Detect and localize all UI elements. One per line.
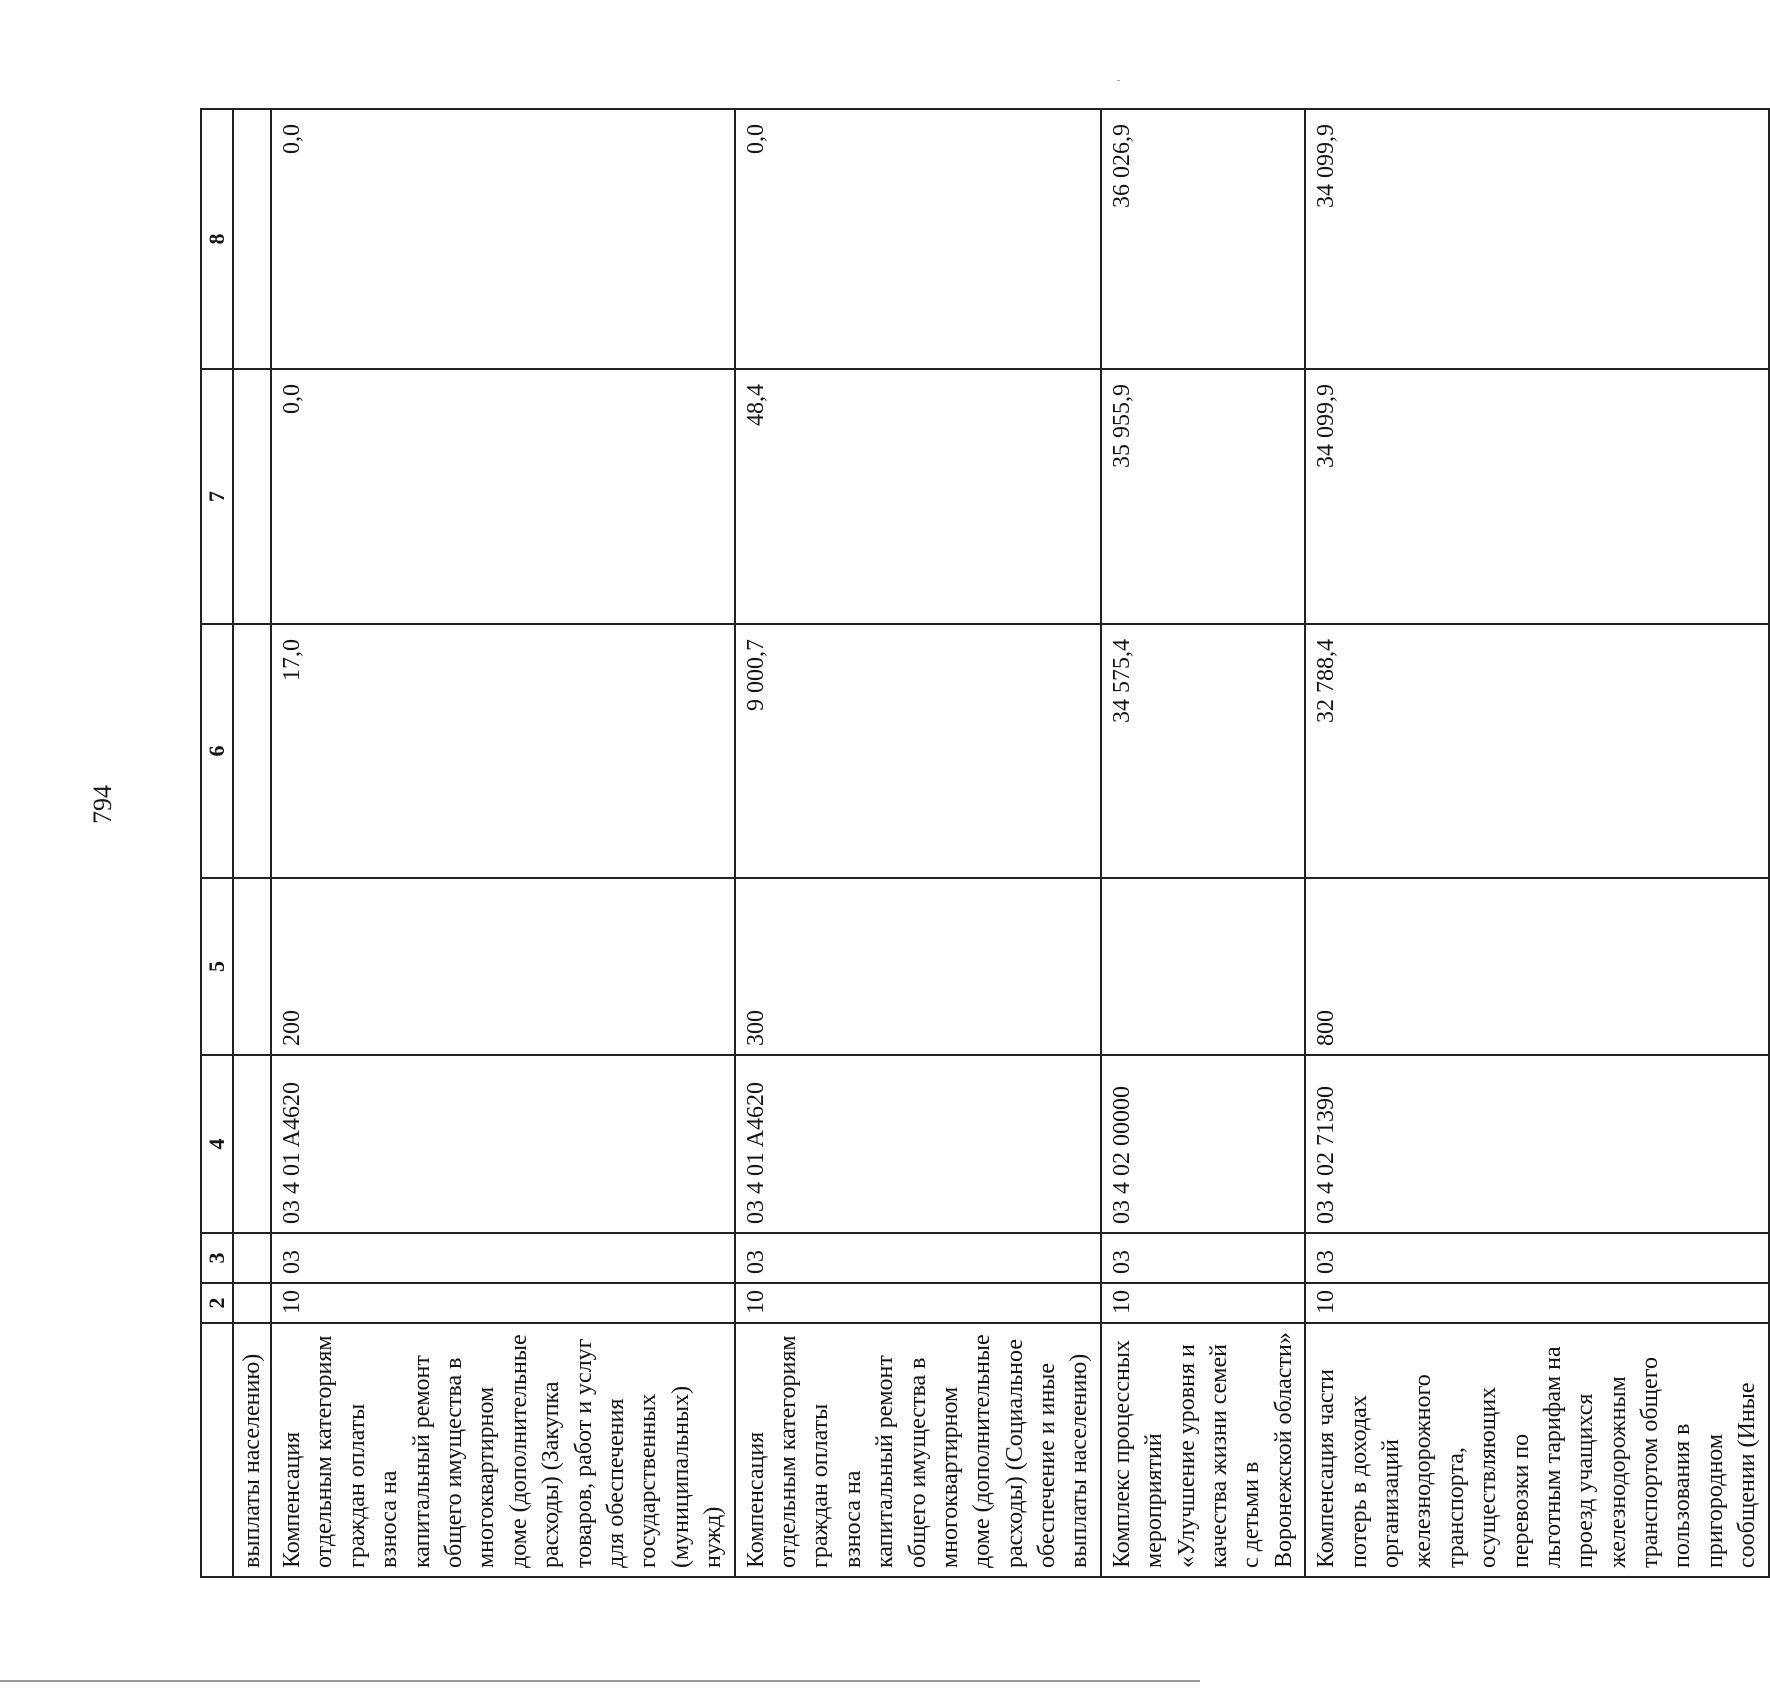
cell-amount-7: 0,0: [271, 369, 734, 624]
header-cell: 2: [201, 1283, 233, 1323]
header-cell: 6: [201, 624, 233, 878]
header-cell: 7: [201, 369, 233, 624]
continuation-text: выплаты населению): [233, 1323, 271, 1577]
cell-amount-6: 17,0: [271, 624, 734, 878]
cell-amount-7: 48,4: [735, 369, 1101, 624]
cell-amount-8: 34 099,9: [1305, 109, 1768, 369]
page-number: 794: [88, 785, 117, 824]
cell-amount-8: 0,0: [271, 109, 734, 369]
cell-subsection: 03: [735, 1233, 1101, 1283]
header-row: [201, 109, 233, 1577]
cell-section: 10: [271, 1283, 734, 1323]
cell-subsection: 03: [271, 1233, 734, 1283]
header-cell: 8: [201, 109, 233, 369]
table-row: [735, 109, 1101, 1577]
header-cell: 5: [201, 878, 233, 1055]
cell-subsection: 03: [1101, 1233, 1305, 1283]
cell-amount-6: 34 575,4: [1101, 624, 1305, 878]
budget-table-rotated: [200, 110, 1761, 1578]
budget-table: [200, 108, 1770, 1578]
table-row: [1305, 109, 1768, 1577]
row-name: Компенсация части потерь в доходах организаций железнодорожного транспорта, осуществляющих перевозки по льготным тарифам на проезд учащихся железнодорожным транспортом общего пользования в пригородном сообщении (Иные: [1305, 1323, 1768, 1577]
cell-expense-type: [1101, 878, 1305, 1055]
cell-section: 10: [735, 1283, 1101, 1323]
cell-target-code: 03 4 01 A4620: [271, 1055, 734, 1233]
cell-amount-6: 32 788,4: [1305, 624, 1768, 878]
cell-expense-type: 200: [271, 878, 734, 1055]
header-cell: [201, 1323, 233, 1577]
cell-section: 10: [1101, 1283, 1305, 1323]
table-row: [271, 109, 734, 1577]
cell-target-code: 03 4 02 00000: [1101, 1055, 1305, 1233]
row-name: Компенсация отдельным категориям граждан оплаты взноса на капитальный ремонт общего имущества в многоквартирном доме (дополнительные расходы) (Закупка товаров, работ и услуг для обеспечения государственных (муниципальных) нужд): [271, 1323, 734, 1577]
cell-target-code: 03 4 02 71390: [1305, 1055, 1768, 1233]
cell-amount-7: 35 955,9: [1101, 369, 1305, 624]
cell-amount-8: 36 026,9: [1101, 109, 1305, 369]
cell-expense-type: 800: [1305, 878, 1768, 1055]
scan-bottom-edge: [0, 1680, 1200, 1682]
table-row: [1101, 109, 1305, 1577]
cell-section: 10: [1305, 1283, 1768, 1323]
continuation-row: [233, 109, 271, 1577]
header-cell: 3: [201, 1233, 233, 1283]
cell-amount-6: 9 000,7: [735, 624, 1101, 878]
cell-amount-8: 0,0: [735, 109, 1101, 369]
header-cell: 4: [201, 1055, 233, 1233]
cell-target-code: 03 4 01 A4620: [735, 1055, 1101, 1233]
cell-amount-7: 34 099,9: [1305, 369, 1768, 624]
cell-subsection: 03: [1305, 1233, 1768, 1283]
row-name: Комплекс процессных мероприятий «Улучшение уровня и качества жизни семей с детьми в Воронежской области»: [1101, 1323, 1305, 1577]
row-name: Компенсация отдельным категориям граждан оплаты взноса на капитальный ремонт общего имущества в многоквартирном доме (дополнительные расходы) (Социальное обеспечение и иные выплаты населению): [735, 1323, 1101, 1577]
scan-speck: [1117, 80, 1120, 81]
cell-expense-type: 300: [735, 878, 1101, 1055]
